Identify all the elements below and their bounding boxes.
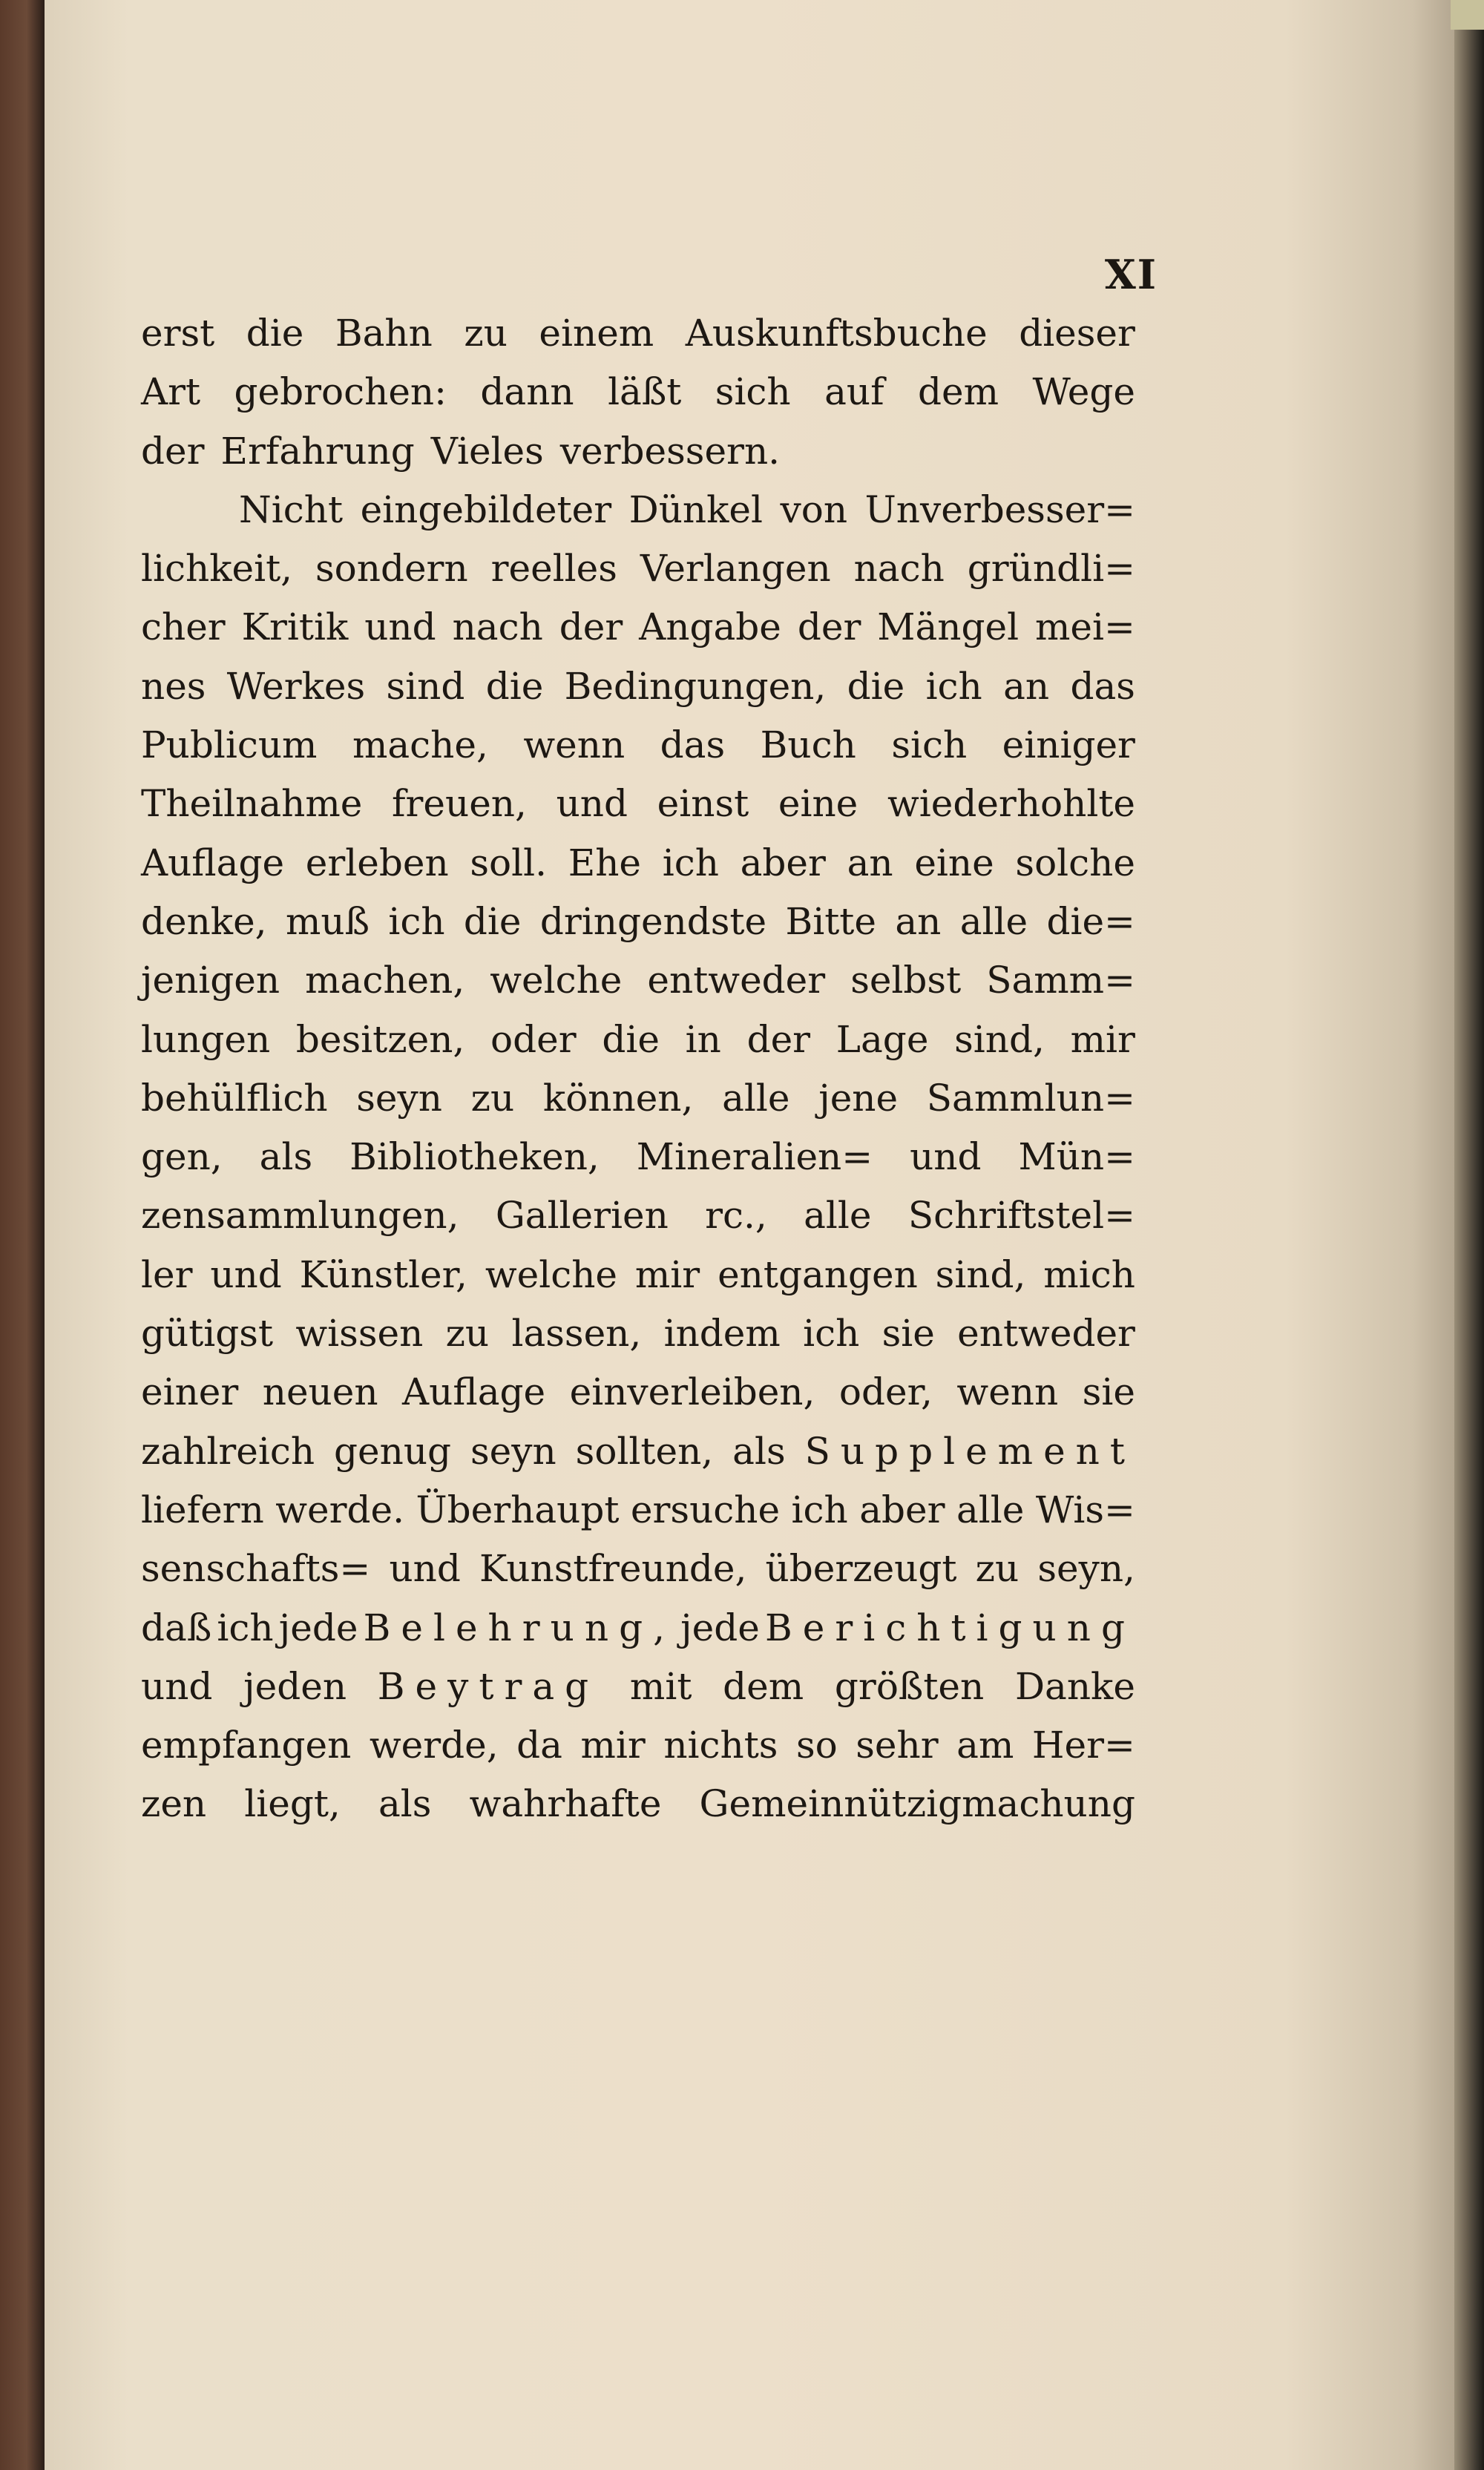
word: machen,: [305, 959, 465, 1002]
text-line: [141, 363, 1135, 421]
word: auf: [824, 370, 884, 414]
word: in: [685, 1017, 721, 1061]
word: lichkeit,: [141, 547, 293, 591]
word: wahrhafte: [469, 1782, 662, 1826]
word: Auflage: [141, 841, 285, 884]
word: Lage: [835, 1017, 929, 1061]
word: einem: [539, 312, 654, 355]
book-left-edge: [0, 0, 45, 2470]
word: das: [1070, 664, 1135, 708]
word: so: [795, 1724, 838, 1767]
word: einiger: [1002, 723, 1135, 767]
word: Auflage: [402, 1370, 546, 1414]
word: empfangen: [141, 1724, 352, 1767]
word: überzeugt: [765, 1547, 957, 1591]
word: Gemeinnützigmachung: [699, 1782, 1135, 1826]
text-line: [141, 657, 1135, 716]
word: der: [559, 605, 623, 649]
word: können,: [542, 1076, 694, 1120]
word: welche: [490, 959, 623, 1002]
word: senschafts=: [141, 1547, 371, 1591]
word: Überhaupt: [416, 1488, 620, 1531]
word: reelles: [490, 547, 617, 591]
text-line: [141, 1540, 1135, 1598]
word: Mineralien=: [636, 1135, 873, 1179]
text-line: [141, 1599, 1135, 1658]
word: eingebildeter: [360, 487, 612, 531]
word: die=: [1046, 899, 1135, 943]
text-line: [141, 1422, 1135, 1481]
word: Samm=: [986, 959, 1135, 1002]
word: freuen,: [392, 782, 527, 826]
word: liefern: [141, 1488, 264, 1531]
text-line: [141, 1658, 1135, 1716]
word: an: [847, 841, 893, 884]
word: besitzen,: [295, 1017, 465, 1061]
text-line: [141, 422, 1135, 481]
word: werde,: [369, 1724, 499, 1767]
word: indem: [663, 1312, 781, 1356]
text-line: [141, 1716, 1135, 1775]
text-line: [141, 539, 1135, 598]
word: jede: [680, 1606, 760, 1649]
word: mit: [629, 1664, 692, 1708]
word: Auskunftsbuche: [685, 312, 988, 355]
word: gründli=: [967, 547, 1135, 591]
word: Mängel: [877, 605, 1020, 649]
word: entgangen: [718, 1252, 918, 1296]
word: Supplement: [804, 1429, 1135, 1473]
text-line: [141, 1186, 1135, 1245]
word: zu: [975, 1547, 1020, 1591]
word: Her=: [1031, 1724, 1135, 1767]
word: Nicht: [239, 487, 344, 531]
word: ich: [803, 1312, 860, 1356]
word: Verlangen: [640, 547, 831, 591]
word: seyn,: [1037, 1547, 1135, 1591]
word: solche: [1015, 841, 1135, 884]
word: sondern: [315, 547, 468, 591]
word: und: [389, 1547, 461, 1591]
word: seyn: [356, 1076, 442, 1120]
word: wenn: [956, 1370, 1059, 1414]
word: dem: [918, 370, 999, 414]
word: Beytrag: [377, 1664, 600, 1708]
word: seyn: [470, 1429, 556, 1473]
word: Wege: [1032, 370, 1135, 414]
word: Bahn: [335, 312, 433, 355]
word: an: [895, 899, 942, 943]
text-line: [141, 834, 1135, 893]
word: wiederhohlte: [887, 782, 1135, 826]
word: jenigen: [141, 959, 280, 1002]
word: zahlreich: [141, 1429, 315, 1473]
word: sich: [715, 370, 791, 414]
text-line: [141, 893, 1135, 951]
word: sich: [891, 723, 968, 767]
word: von: [780, 487, 848, 531]
word: einst: [657, 782, 749, 826]
word: mir: [580, 1724, 646, 1767]
word: lassen,: [511, 1312, 642, 1356]
word: nichts: [663, 1724, 778, 1767]
word: eine: [914, 841, 994, 884]
word: alle: [959, 899, 1028, 943]
word: Vieles: [430, 429, 544, 473]
page-tab: [1451, 0, 1484, 30]
word: mir: [634, 1252, 700, 1296]
word: Bibliotheken,: [349, 1135, 600, 1179]
word: dann: [480, 370, 574, 414]
word: nach: [452, 605, 543, 649]
word: sehr: [856, 1724, 939, 1767]
word: dieser: [1019, 312, 1135, 355]
word: Kritik: [241, 605, 349, 649]
text-line: [141, 1011, 1135, 1069]
word: sollten,: [575, 1429, 714, 1473]
word: behülflich: [141, 1076, 328, 1120]
word: die: [602, 1017, 660, 1061]
word: und: [910, 1135, 982, 1179]
word: einer: [141, 1370, 239, 1414]
word: muß: [285, 899, 370, 943]
word: erleben: [305, 841, 449, 884]
word: ich: [217, 1606, 274, 1649]
word: nach: [853, 547, 945, 591]
word: der: [746, 1017, 811, 1061]
word: gen,: [141, 1135, 223, 1179]
word: und: [364, 605, 436, 649]
word: Wis=: [1035, 1488, 1135, 1531]
word: lungen: [141, 1017, 271, 1061]
word: Danke: [1014, 1664, 1135, 1708]
text-line: [141, 775, 1135, 833]
word: rc.,: [705, 1194, 767, 1238]
word: entweder: [647, 959, 826, 1002]
word: Schriftstel=: [907, 1194, 1135, 1238]
word: einverleiben,: [569, 1370, 815, 1414]
word: aber: [740, 841, 826, 884]
word: an: [1003, 664, 1050, 708]
word: ich: [662, 841, 719, 884]
word: Art: [141, 370, 201, 414]
word: Buch: [760, 723, 856, 767]
word: cher: [141, 605, 226, 649]
word: oder: [490, 1017, 577, 1061]
word: werde.: [275, 1488, 405, 1531]
word: dringendste: [539, 899, 767, 943]
word: Unverbesser=: [864, 487, 1135, 531]
word: Gallerien: [495, 1194, 669, 1238]
word: eine: [778, 782, 858, 826]
word: nes: [141, 664, 206, 708]
word: zu: [470, 1076, 515, 1120]
word: am: [956, 1724, 1014, 1767]
word: zu: [464, 312, 508, 355]
word: wenn: [523, 723, 626, 767]
word: Angabe: [639, 605, 781, 649]
word: zen: [141, 1782, 207, 1826]
word: Sammlun=: [926, 1076, 1135, 1120]
word: die: [463, 899, 522, 943]
word: das: [660, 723, 726, 767]
book-spine-shadow: [1454, 0, 1484, 2470]
word: aber: [859, 1488, 945, 1531]
word: daß: [141, 1606, 212, 1649]
word: ich: [388, 899, 445, 943]
word: selbst: [850, 959, 962, 1002]
word: als: [259, 1135, 313, 1179]
word: ich: [791, 1488, 848, 1531]
word: Publicum: [141, 723, 318, 767]
text-line: [141, 1246, 1135, 1304]
text-line: [141, 304, 1135, 363]
word: zensammlungen,: [141, 1194, 459, 1238]
word: und: [210, 1252, 282, 1296]
word: sind: [386, 664, 465, 708]
word: sie: [1082, 1370, 1135, 1414]
word: Berichtigung: [765, 1606, 1135, 1649]
word: mir: [1070, 1017, 1135, 1061]
word: gebrochen:: [234, 370, 447, 414]
word: die: [246, 312, 304, 355]
word: entweder: [957, 1312, 1135, 1356]
text-line: [141, 481, 1135, 539]
word: sind,: [935, 1252, 1026, 1296]
word: welche: [485, 1252, 618, 1296]
word: jede: [278, 1606, 358, 1649]
word: gütigst: [141, 1312, 274, 1356]
word: Kunstfreunde,: [479, 1547, 747, 1591]
word: Belehrung,: [363, 1606, 675, 1649]
text-line: [141, 1775, 1135, 1833]
text-line: [141, 598, 1135, 657]
word: mei=: [1035, 605, 1135, 649]
word: der: [797, 605, 861, 649]
word: alle: [956, 1488, 1025, 1531]
word: und: [556, 782, 628, 826]
word: Theilnahme: [141, 782, 363, 826]
word: dem: [723, 1664, 804, 1708]
word: Bedingungen,: [564, 664, 827, 708]
word: alle: [722, 1076, 790, 1120]
word: ersuche: [630, 1488, 781, 1531]
word: die: [485, 664, 544, 708]
word: Mün=: [1018, 1135, 1135, 1179]
word: der: [141, 429, 205, 473]
word: oder,: [838, 1370, 933, 1414]
word: Dünkel: [628, 487, 764, 531]
word: ler: [141, 1252, 193, 1296]
word: größten: [834, 1664, 985, 1708]
text-line: [141, 1363, 1135, 1422]
word: mich: [1043, 1252, 1135, 1296]
word: soll.: [470, 841, 547, 884]
word: als: [732, 1429, 786, 1473]
word: die: [847, 664, 905, 708]
word: wissen: [295, 1312, 424, 1356]
word: jene: [818, 1076, 899, 1120]
word: Ehe: [568, 841, 641, 884]
word: läßt: [608, 370, 682, 414]
word: Künstler,: [299, 1252, 467, 1296]
word: liegt,: [244, 1782, 341, 1826]
word: und: [141, 1664, 213, 1708]
text-line: [141, 951, 1135, 1010]
text-line: [141, 1128, 1135, 1186]
word: Bitte: [785, 899, 876, 943]
word: jeden: [243, 1664, 347, 1708]
word: verbessern.: [559, 429, 781, 473]
word: alle: [804, 1194, 872, 1238]
word: erst: [141, 312, 215, 355]
word: denke,: [141, 899, 267, 943]
page-number: XI: [1104, 251, 1158, 298]
book-page: [45, 0, 1454, 2470]
word: genug: [334, 1429, 452, 1473]
word: mache,: [352, 723, 488, 767]
body-text: [141, 304, 1135, 1834]
text-line: [141, 1304, 1135, 1363]
word: neuen: [262, 1370, 378, 1414]
text-line: [141, 1481, 1135, 1540]
text-line: [141, 1069, 1135, 1128]
word: zu: [445, 1312, 490, 1356]
text-line: [141, 716, 1135, 775]
word: da: [516, 1724, 562, 1767]
word: Werkes: [226, 664, 366, 708]
word: sind,: [954, 1017, 1045, 1061]
word: sie: [881, 1312, 935, 1356]
word: Erfahrung: [220, 429, 415, 473]
word: als: [378, 1782, 432, 1826]
word: ich: [925, 664, 982, 708]
